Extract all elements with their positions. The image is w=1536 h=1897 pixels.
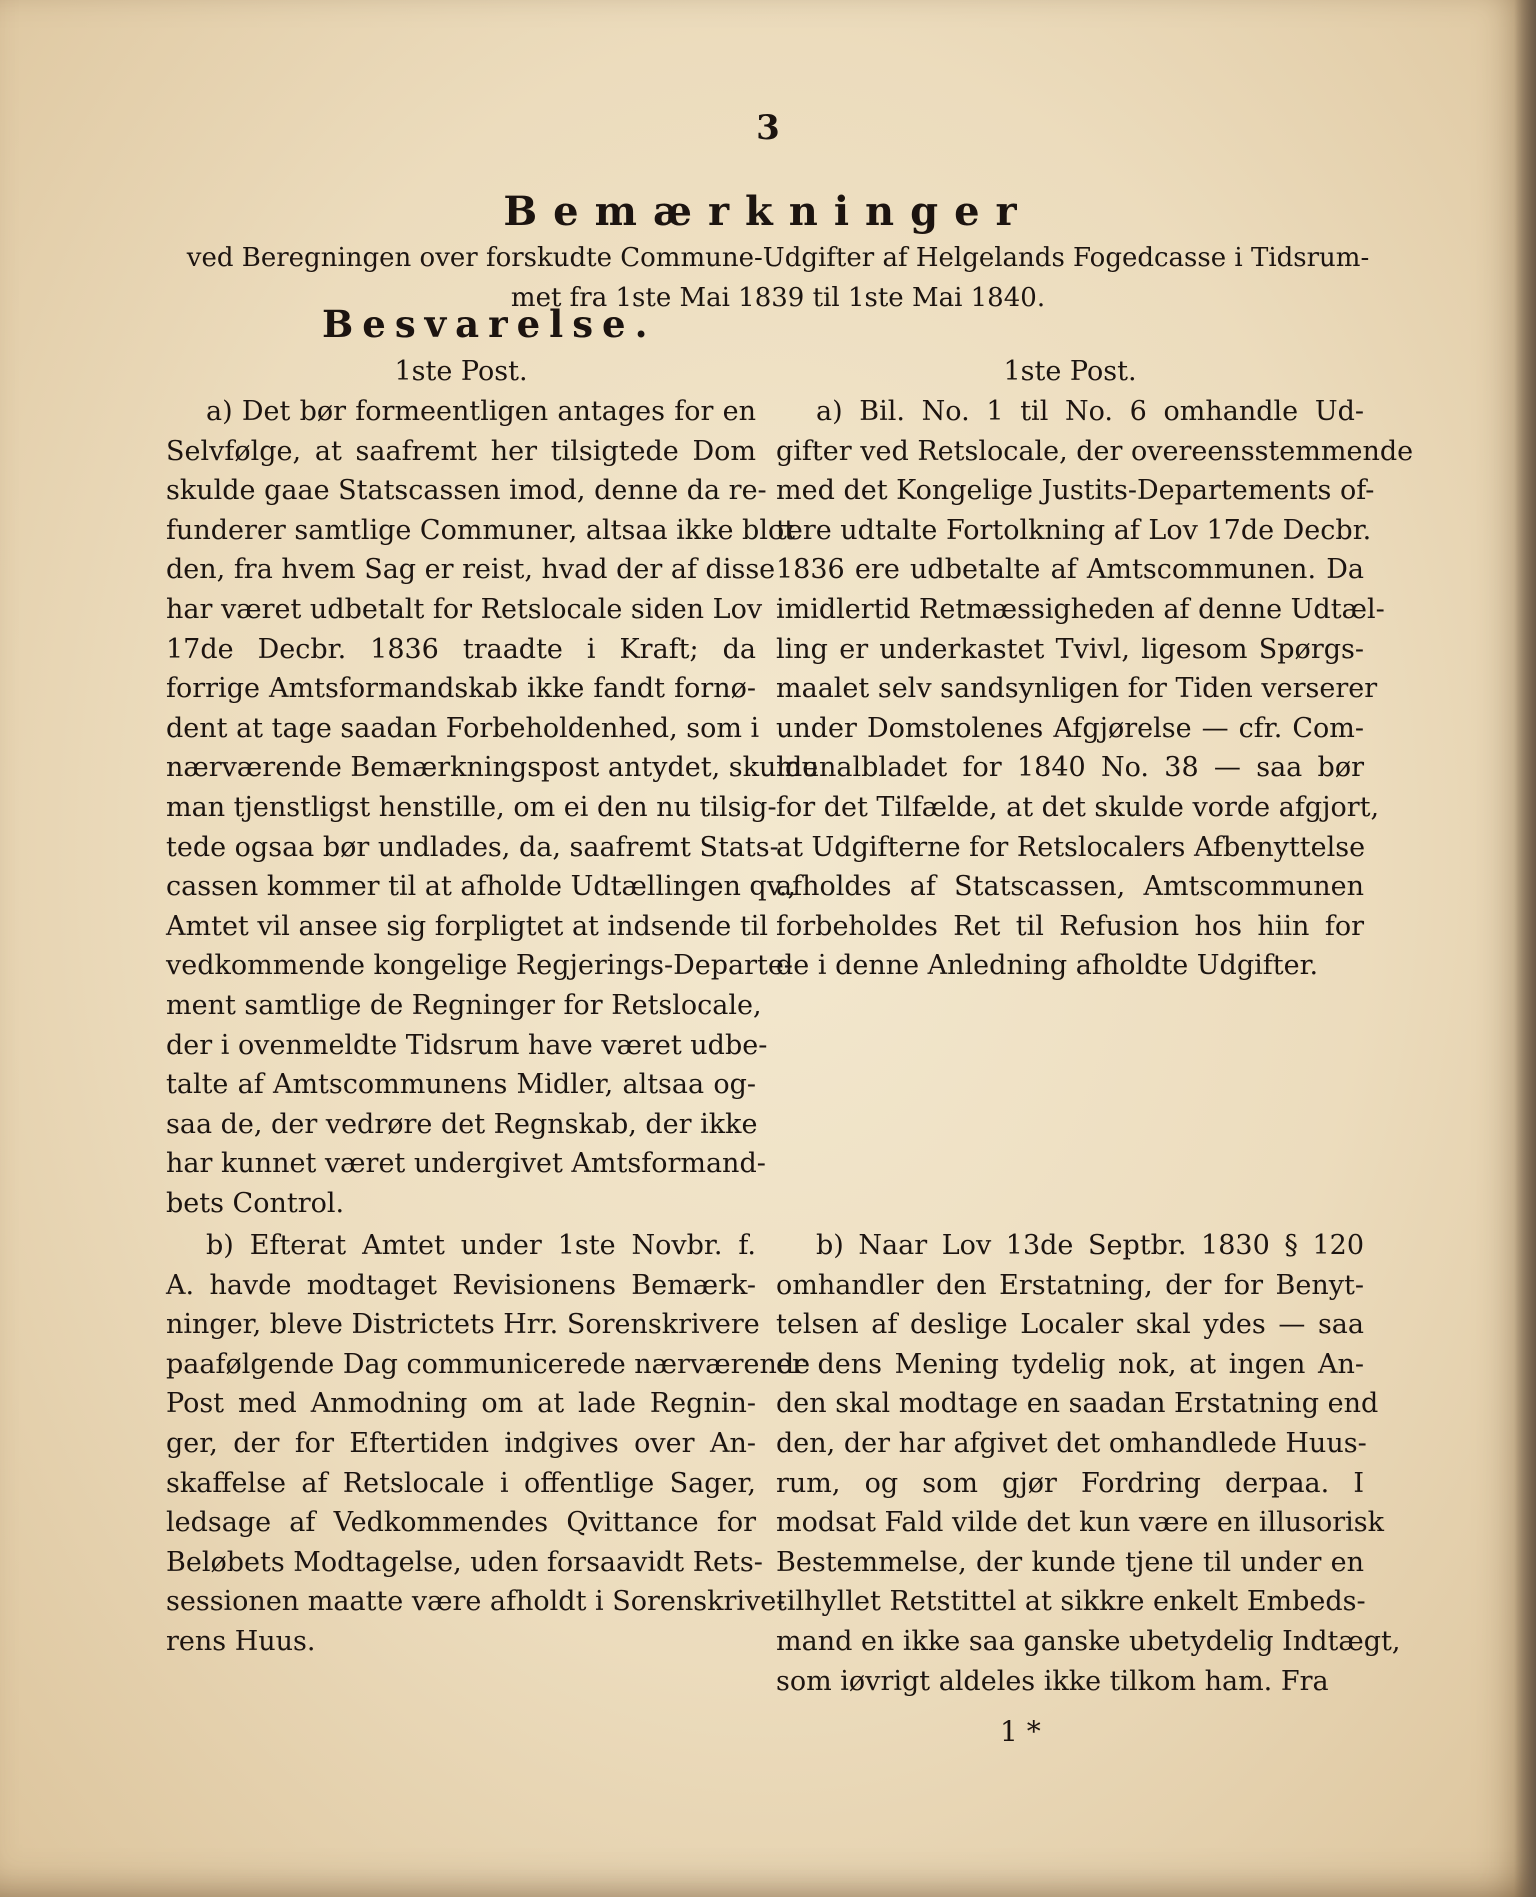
- text-line: at Udgifterne for Retslocalers Afbenyttelse: [776, 831, 1366, 863]
- text-line: saa de, der vedrøre det Regnskab, der ikke: [166, 1108, 758, 1140]
- text-line: imidlertid Retmæssigheden af denne Udtæl-: [776, 593, 1385, 625]
- text-line: Beløbets Modtagelse, uden forsaavidt Rets-: [166, 1546, 763, 1578]
- text-line: tede ogsaa bør undlades, da, saafremt Stats-: [166, 831, 779, 863]
- right-column-b: [776, 1226, 1401, 1701]
- text-line: cassen kommer til at afholde Udtællingen qv.,: [166, 871, 796, 903]
- text-line: funderer samtlige Communer, altsaa ikke blot: [166, 514, 796, 546]
- text-line: 1836 ere udbetalte af Amtscommunen. Da: [776, 554, 1364, 586]
- text-line: tilhyllet Retstittel at sikkre enkelt Embeds-: [776, 1586, 1366, 1618]
- text-line: telsen af deslige Localer skal ydes — saa: [776, 1309, 1364, 1341]
- text-line: munalbladet for 1840 No. 38 — saa bør: [776, 752, 1364, 784]
- text-line: Selvfølge, at saafremt her tilsigtede Dom: [166, 435, 756, 467]
- text-line: talte af Amtscommunens Midler, altsaa og-: [166, 1069, 756, 1101]
- subtitle-line: met fra 1ste Mai 1839 til 1ste Mai 1840.: [510, 283, 1046, 313]
- text-line: Amtet vil ansee sig forpligtet at indsende til: [166, 910, 768, 942]
- right-paragraph-b: [776, 1226, 1401, 1701]
- right-column: [776, 352, 1414, 986]
- text-line: som iøvrigt aldeles ikke tilkom ham. Fra: [776, 1665, 1329, 1697]
- text-line: a) Bil. No. 1 til No. 6 omhandle Ud-: [816, 396, 1364, 427]
- text-line: ninger, bleve Districtets Hrr. Sorenskrivere: [166, 1309, 760, 1341]
- left-paragraph-b: [166, 1226, 811, 1662]
- text-line: bets Control.: [166, 1187, 345, 1219]
- text-line: forbeholdes Ret til Refusion hos hiin for: [776, 910, 1364, 942]
- page-title: Bemærkninger: [503, 188, 1033, 235]
- text-line: den skal modtage en saadan Erstatning end: [776, 1388, 1379, 1420]
- right-post-heading: 1ste Post.: [1003, 356, 1137, 387]
- text-line: afholdes af Statscassen, Amtscommunen: [776, 871, 1364, 903]
- text-line: a) Det bør formeentligen antages for en: [206, 396, 756, 427]
- text-line: er dens Mening tydelig nok, at ingen An-: [776, 1348, 1364, 1380]
- text-line: gifter ved Retslocale, der overeensstemmende: [776, 435, 1414, 467]
- subtitle-line: ved Beregningen over forskudte Commune-Udgifter af Helgelands Fogedcasse i Tidsrum-: [186, 243, 1370, 273]
- text-line: sessionen maatte være afholdt i Sorenskrive-: [166, 1586, 786, 1618]
- text-line: omhandler den Erstatning, der for Benyt-: [776, 1269, 1364, 1301]
- text-line: den, fra hvem Sag er reist, hvad der af disse: [166, 554, 776, 586]
- text-line: Post med Anmodning om at lade Regnin-: [166, 1388, 756, 1420]
- text-line: har kunnet været undergivet Amtsformand-: [166, 1148, 766, 1180]
- text-line: 17de Decbr. 1836 traadte i Kraft; da: [166, 633, 756, 665]
- text-line: forrige Amtsformandskab ikke fandt fornø-: [166, 673, 756, 705]
- left-column: [166, 352, 819, 1223]
- text-line: rens Huus.: [166, 1625, 316, 1657]
- text-line: A. havde modtaget Revisionens Bemærk-: [166, 1269, 756, 1301]
- text-line: med det Kongelige Justits-Departements of-: [776, 475, 1375, 507]
- left-post-heading: 1ste Post.: [394, 356, 528, 387]
- text-line: maalet selv sandsynligen for Tiden verserer: [776, 673, 1378, 705]
- text-line: paafølgende Dag communicerede nærværende: [166, 1348, 811, 1380]
- text-line: der i ovenmeldte Tidsrum have været udbe-: [166, 1029, 768, 1061]
- text-line: den, der har afgivet det omhandlede Huus-: [776, 1427, 1367, 1459]
- right-paragraph-a: [776, 392, 1414, 986]
- text-line: ledsage af Vedkommendes Qvittance for: [166, 1507, 756, 1539]
- text-line: under Domstolenes Afgjørelse — cfr. Com-: [776, 712, 1364, 744]
- text-line: ger, der for Eftertiden indgives over An-: [166, 1427, 756, 1459]
- left-column-b: [166, 1226, 811, 1662]
- text-line: dent at tage saadan Forbeholdenhed, som i: [166, 712, 760, 744]
- text-line: vedkommende kongelige Regjerings-Departe-: [166, 950, 793, 982]
- left-column-heading: Besvarelse.: [322, 302, 657, 346]
- left-paragraph-a: [166, 392, 819, 1223]
- text-line: ling er underkastet Tvivl, ligesom Spørgs-: [776, 633, 1364, 665]
- text-line: har været udbetalt for Retslocale siden Lov: [166, 593, 763, 625]
- text-line: mand en ikke saa ganske ubetydelig Indtægt,: [776, 1625, 1401, 1657]
- text-line: for det Tilfælde, at det skulde vorde afgjort,: [776, 791, 1380, 823]
- text-line: skulde gaae Statscassen imod, denne da re-: [166, 475, 767, 507]
- text-line: ment samtlige de Regninger for Retslocale,: [166, 989, 762, 1021]
- text-line: de i denne Anledning afholdte Udgifter.: [776, 950, 1319, 982]
- text-line: b) Efterat Amtet under 1ste Novbr. f.: [206, 1230, 756, 1261]
- text-line: b) Naar Lov 13de Septbr. 1830 § 120: [816, 1230, 1364, 1261]
- signature-mark: 1 *: [1000, 1715, 1041, 1748]
- text-line: Bestemmelse, der kunde tjene til under en: [776, 1546, 1364, 1578]
- text-line: modsat Fald vilde det kun være en illusorisk: [776, 1507, 1385, 1539]
- text-line: tere udtalte Fortolkning af Lov 17de Decbr.: [776, 514, 1372, 546]
- page-number: 3: [756, 108, 780, 148]
- text-line: skaffelse af Retslocale i offentlige Sager,: [166, 1467, 756, 1499]
- text-line: rum, og som gjør Fordring derpaa. I: [776, 1467, 1364, 1499]
- text-line: nærværende Bemærkningspost antydet, skulde: [166, 752, 819, 784]
- text-line: man tjenstligst henstille, om ei den nu tilsig-: [166, 791, 777, 823]
